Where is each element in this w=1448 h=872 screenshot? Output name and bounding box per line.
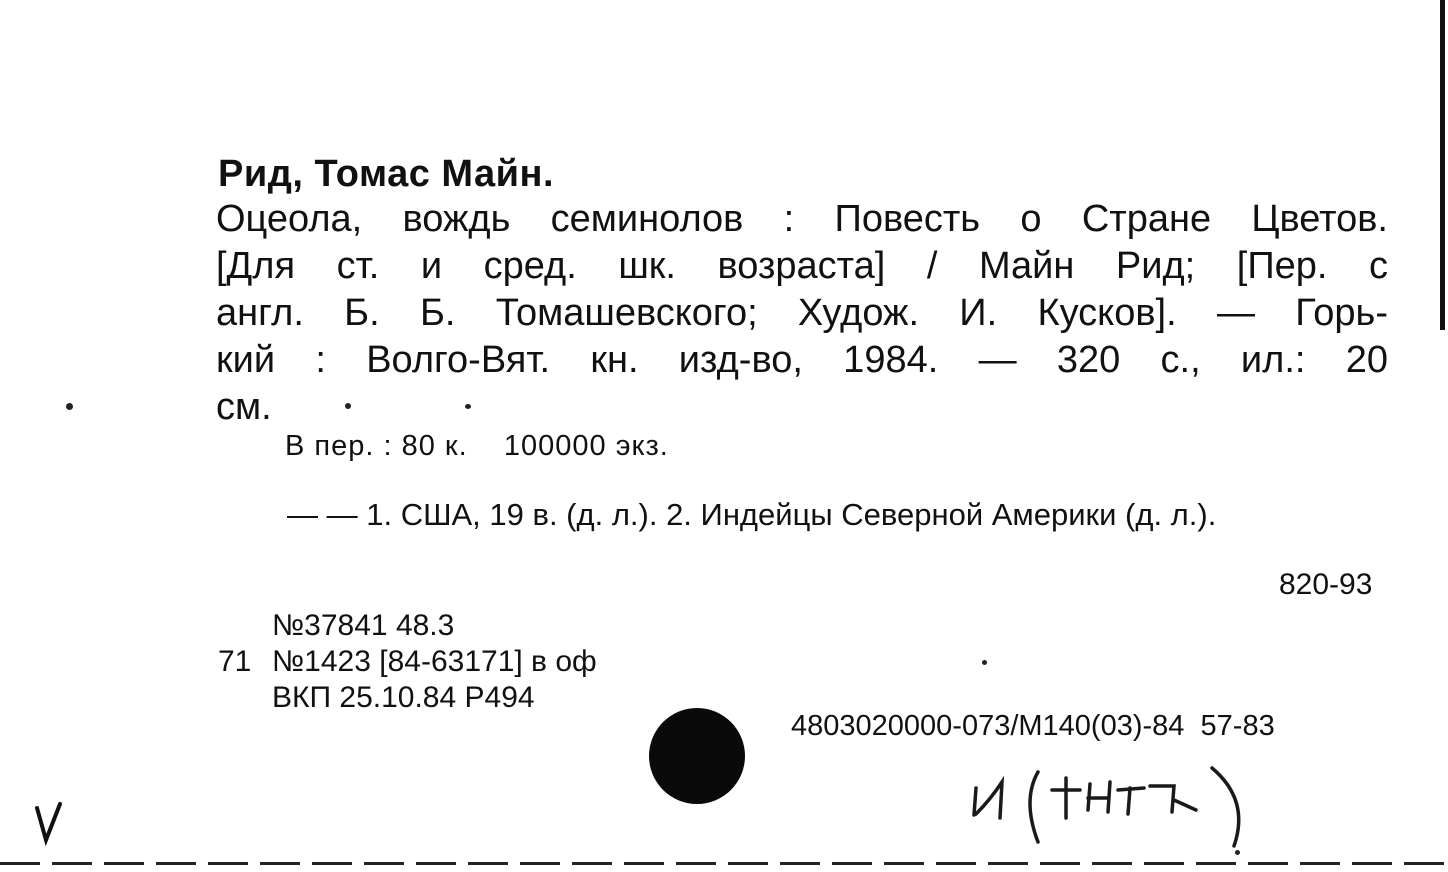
punch-hole: [649, 708, 745, 804]
check-mark-icon: [34, 800, 74, 846]
isbn-code: 4803020000-073/М140(03)-84 57-83: [791, 710, 1275, 742]
price-and-print-run: В пер. : 80 к. 100000 экз.: [285, 430, 669, 462]
registration-block: [218, 608, 597, 716]
description-line-3: англ. Б. Б. Томашевского; Худож. И. Кусков]. — Горь-: [216, 292, 1388, 334]
subject-headings: — — 1. США, 19 в. (д. л.). 2. Индейцы Северной Америки (д. л.).: [287, 497, 1217, 532]
description-line-1: Оцеола, вождь семинолов : Повесть о Стране Цветов.: [216, 198, 1388, 240]
registration-line-2: №1423 [84-63171] в оф: [272, 645, 597, 678]
description-line-5: см.: [216, 386, 272, 428]
ink-speck: [982, 660, 987, 665]
bibliographic-description: [216, 196, 1388, 431]
ink-speck: [1235, 850, 1240, 855]
description-line-2: [Для ст. и сред. шк. возраста] / Майн Рид; [Пер. с: [216, 245, 1388, 287]
handwritten-note: [968, 760, 1268, 860]
registration-prefix: 71: [218, 645, 252, 678]
ink-speck: [465, 404, 471, 409]
ink-speck: [345, 403, 351, 409]
author-heading: Рид, Томас Майн.: [218, 153, 555, 195]
description-line-4: кий : Волго-Вят. кн. изд-во, 1984. — 320 с., ил.: 20: [216, 339, 1388, 381]
registration-line-3: ВКП 25.10.84 Р494: [272, 681, 535, 714]
classification-number: 820-93: [1279, 568, 1373, 601]
ink-speck: [66, 403, 73, 410]
card-edge-right: [1440, 0, 1445, 330]
registration-line-1: №37841 48.3: [272, 609, 455, 642]
card-edge-bottom: [0, 862, 1448, 865]
